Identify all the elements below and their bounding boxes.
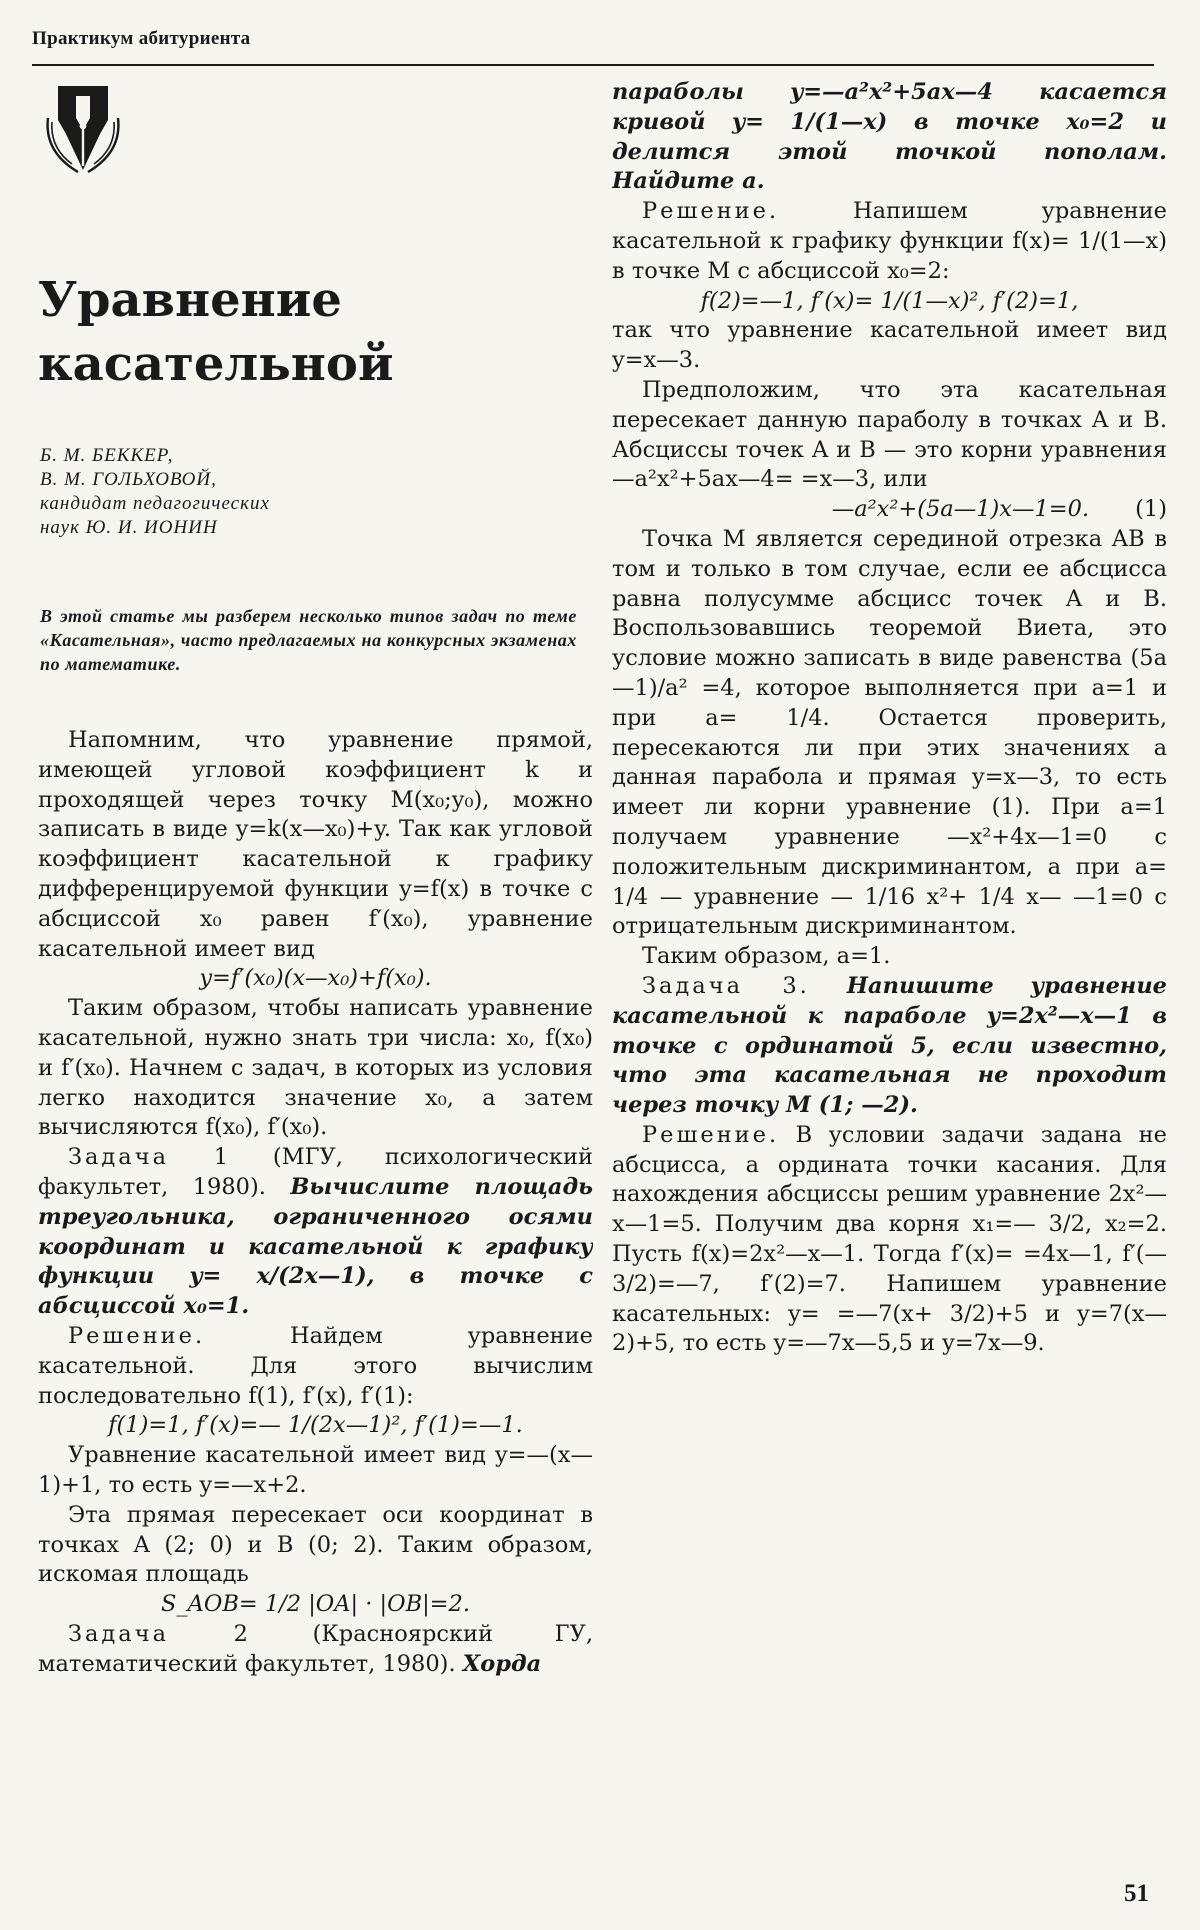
paragraph: Точка M является серединой отрезка AB в том и только в том случае, если ее абсцисса равна полусумме абсцисс точек A и B. Воспользовавшись теоремой Виета, это условие можно записать в виде равенства (5a—1)/a² =4, которое выполняется при a=1 и при a= 1/4. Остается проверить, пересекаются ли при этих значениях a данная парабола и прямая y=x—3, то есть имеет ли корни уравнение (1). При a=1 получаем уравнение —x²+4x—1=0 с положительным дискриминантом, а при a= 1/4 — уравнение — 1/16 x²+ 1/4 x— —1=0 с отрицательным дискриминантом. — [612, 525, 1167, 940]
paragraph: Напомним, что уравнение прямой, имеющей угловой коэффициент k и проходящей через точку M(x₀;y₀), можно записать в виде y=k(x—x₀)+y. Так как угловой коэффициент касательной к графику дифференцируемой функции y=f(x) в точке с абсциссой x₀ равен f′(x₀), уравнение касательной имеет вид — [38, 727, 593, 962]
formula: f(2)=—1, f′(x)= 1/(1—x)², f′(2)=1, — [700, 287, 1079, 314]
paragraph: Таким образом, чтобы написать уравнение касательной, нужно знать три числа: x₀, f(x₀) и f′(x₀). Начнем с задач, в которых из условия легко находится значение x₀, а затем вычисляются f(x₀), f′(x₀). — [38, 995, 593, 1141]
paragraph: так что уравнение касательной имеет вид y=x—3. — [612, 317, 1167, 374]
task-3-label: Задача 3. — [642, 972, 810, 999]
article-title: Уравнение касательной — [38, 272, 394, 392]
solution-label: Решение. — [642, 198, 780, 225]
formula: S_AOB= 1/2 |OA| · |OB|=2. — [160, 1591, 471, 1618]
equation-number: (1) — [1135, 496, 1167, 523]
fountain-pen-nib-icon — [42, 82, 124, 174]
running-head: Практикум абитуриента — [32, 28, 251, 49]
paragraph: Предположим, что эта касательная пересекает данную параболу в точках A и B. Абсциссы точек A и B — это корни уравнения —a²x²+5ax—4= =x—3, или — [612, 376, 1167, 493]
solution-label: Решение. — [642, 1121, 780, 1148]
task-2-source: (Красноярский ГУ, математический факультет, 1980). — [38, 1620, 593, 1677]
author-line: Б. М. БЕККЕР, — [40, 445, 174, 466]
solution-1 — [38, 1322, 593, 1411]
author-line: наук Ю. И. ИОНИН — [40, 517, 218, 538]
abstract: В этой статье мы разберем несколько типов задач по теме «Касательная», часто предлагаемых на конкурсных экзаменах по математике. — [40, 606, 577, 674]
task-1-text: Вычислите площадь треугольника, ограниченного осями координат и касательной к графику функции y= x/(2x—1), в точке с абсциссой x₀=1. — [38, 1173, 593, 1320]
equation-1 — [612, 495, 1167, 525]
task-2 — [38, 1620, 593, 1680]
formula: f(1)=1, f′(x)=— 1/(2x—1)², f′(1)=—1. — [108, 1412, 523, 1439]
task-2-continued: параболы y=—a²x²+5ax—4 касается кривой y= 1/(1—x) в точке x₀=2 и делится этой точкой пополам. Найдите a. — [612, 79, 1167, 195]
author-line: кандидат педагогических — [40, 493, 270, 514]
task-3-text: Напишите уравнение касательной к параболе y=2x²—x—1 в точке с ординатой 5, если известно, что эта касательная не проходит через точку M (1; —2). — [612, 972, 1167, 1119]
solution-text: Найдем уравнение касательной. Для этого вычислим последовательно f(1), f′(x), f′(1): — [38, 1322, 593, 1409]
left-column — [38, 726, 593, 1846]
formula: —a²x²+(5a—1)x—1=0. — [831, 496, 1090, 523]
page-number: 51 — [1124, 1880, 1149, 1907]
task-2-text: Хорда — [462, 1650, 542, 1677]
solution-text: В условии задачи задана не абсцисса, а ордината точки касания. Для нахождения абсциссы решим уравнение 2x²—x—1=5. Получим два корня x₁=— 3/2, x₂=2. Пусть f(x)=2x²—x—1. Тогда f′(x)= =4x—1, f′(— 3/2)=—7, f′(2)=7. Напишем уравнение касательных: y= =—7(x+ 3/2)+5 и y=7(x—2)+5, то есть y=—7x—5,5 и y=7x—9. — [612, 1121, 1167, 1357]
solution-3 — [612, 1121, 1167, 1359]
task-3 — [612, 972, 1167, 1121]
paragraph: Уравнение касательной имеет вид y=—(x—1)+1, то есть y=—x+2. — [38, 1442, 593, 1498]
paragraph: Таким образом, a=1. — [642, 943, 891, 970]
author-line: В. М. ГОЛЬХОВОЙ, — [40, 469, 217, 490]
task-1-source: (МГУ, психологический факультет, 1980). — [38, 1144, 593, 1200]
right-column — [612, 78, 1167, 1848]
task-1-label: Задача 1 — [68, 1144, 232, 1171]
task-2-label: Задача 2 — [68, 1620, 251, 1647]
solution-2 — [612, 197, 1167, 286]
solution-label: Решение. — [68, 1322, 206, 1349]
authors — [40, 444, 580, 540]
paragraph: Эта прямая пересекает оси координат в точках A (2; 0) и B (0; 2). Таким образом, искомая площадь — [38, 1501, 593, 1588]
header-rule — [32, 64, 1154, 66]
solution-text: Напишем уравнение касательной к графику функции f(x)= 1/(1—x) в точке M с абсциссой x₀=2: — [612, 198, 1167, 284]
task-1 — [38, 1143, 593, 1322]
formula: y=f′(x₀)(x—x₀)+f(x₀). — [199, 965, 432, 992]
